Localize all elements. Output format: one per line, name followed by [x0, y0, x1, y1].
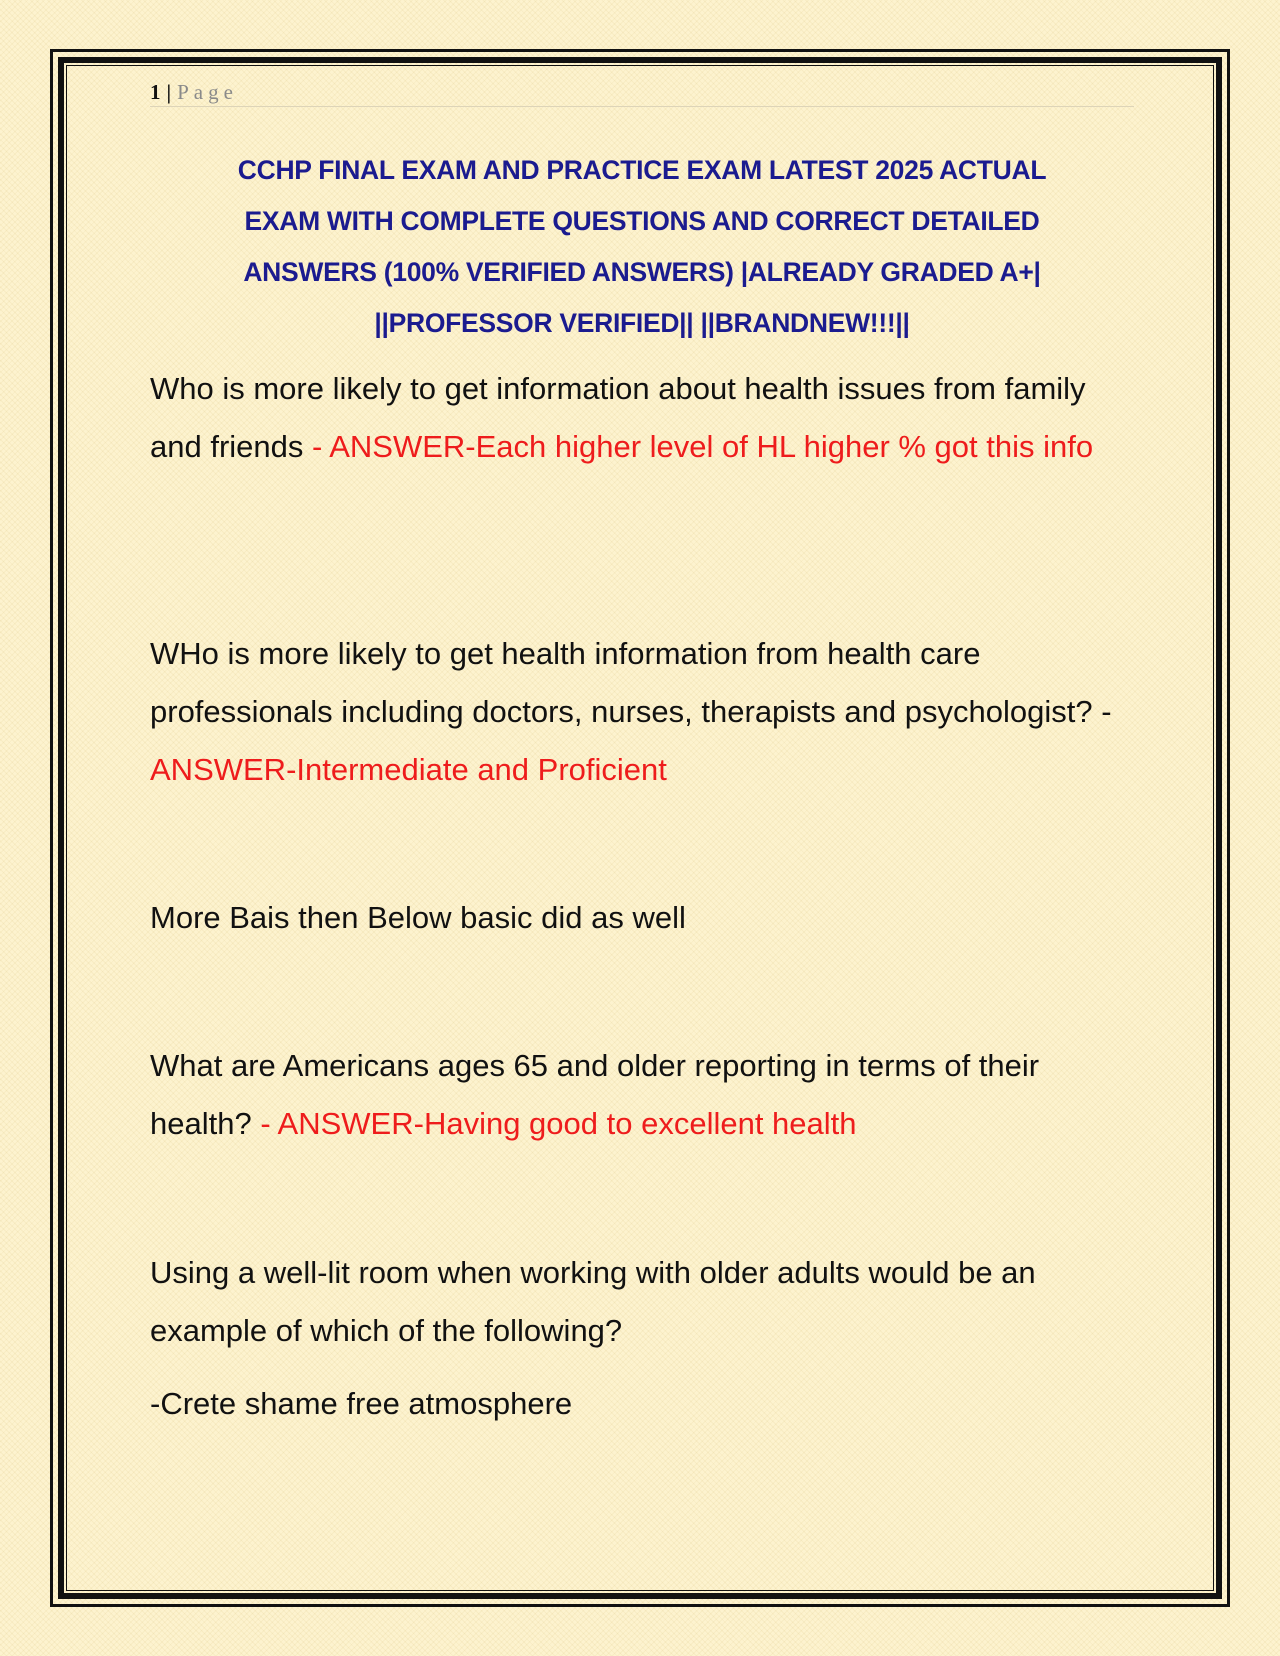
qa-item-1	[150, 360, 1140, 476]
question-text: Who is more likely to get information about health issues from family and friends	[150, 371, 1086, 464]
title-line: ANSWERS (100% VERIFIED ANSWERS) |ALREADY GRADED A+|	[243, 257, 1041, 287]
question-text: WHo is more likely to get health information from health care professionals including doctors, nurses, therapists and psychologist? -	[150, 636, 1112, 729]
qa-item-2	[150, 625, 1140, 799]
answer-text: - ANSWER-Having good to excellent health	[260, 1106, 857, 1141]
qa-item-4	[150, 1244, 1140, 1360]
page-header	[150, 78, 1134, 107]
note-paragraph: More Bais then Below basic did as well	[150, 900, 686, 935]
question-text: Using a well-lit room when working with older adults would be an example of which of the following?	[150, 1255, 1036, 1348]
title-line: EXAM WITH COMPLETE QUESTIONS AND CORRECT DETAILED	[244, 206, 1040, 236]
qa-item-3	[150, 1037, 1140, 1153]
answer-text: - ANSWER-Each higher level of HL higher % got this info	[312, 429, 1094, 464]
document-title	[150, 145, 1134, 349]
answer-text: ANSWER-Intermediate and Proficient	[150, 752, 667, 787]
page-separator: |	[166, 80, 172, 104]
answer-option: -Crete shame free atmosphere	[150, 1386, 573, 1421]
page-number: 1	[150, 80, 161, 104]
title-line: CCHP FINAL EXAM AND PRACTICE EXAM LATEST 2025 ACTUAL	[237, 155, 1047, 185]
page-label: Page	[177, 80, 238, 104]
title-line: ||PROFESSOR VERIFIED|| ||BRANDNEW!!!||	[374, 308, 910, 338]
question-text: What are Americans ages 65 and older reporting in terms of their health?	[150, 1048, 1040, 1141]
